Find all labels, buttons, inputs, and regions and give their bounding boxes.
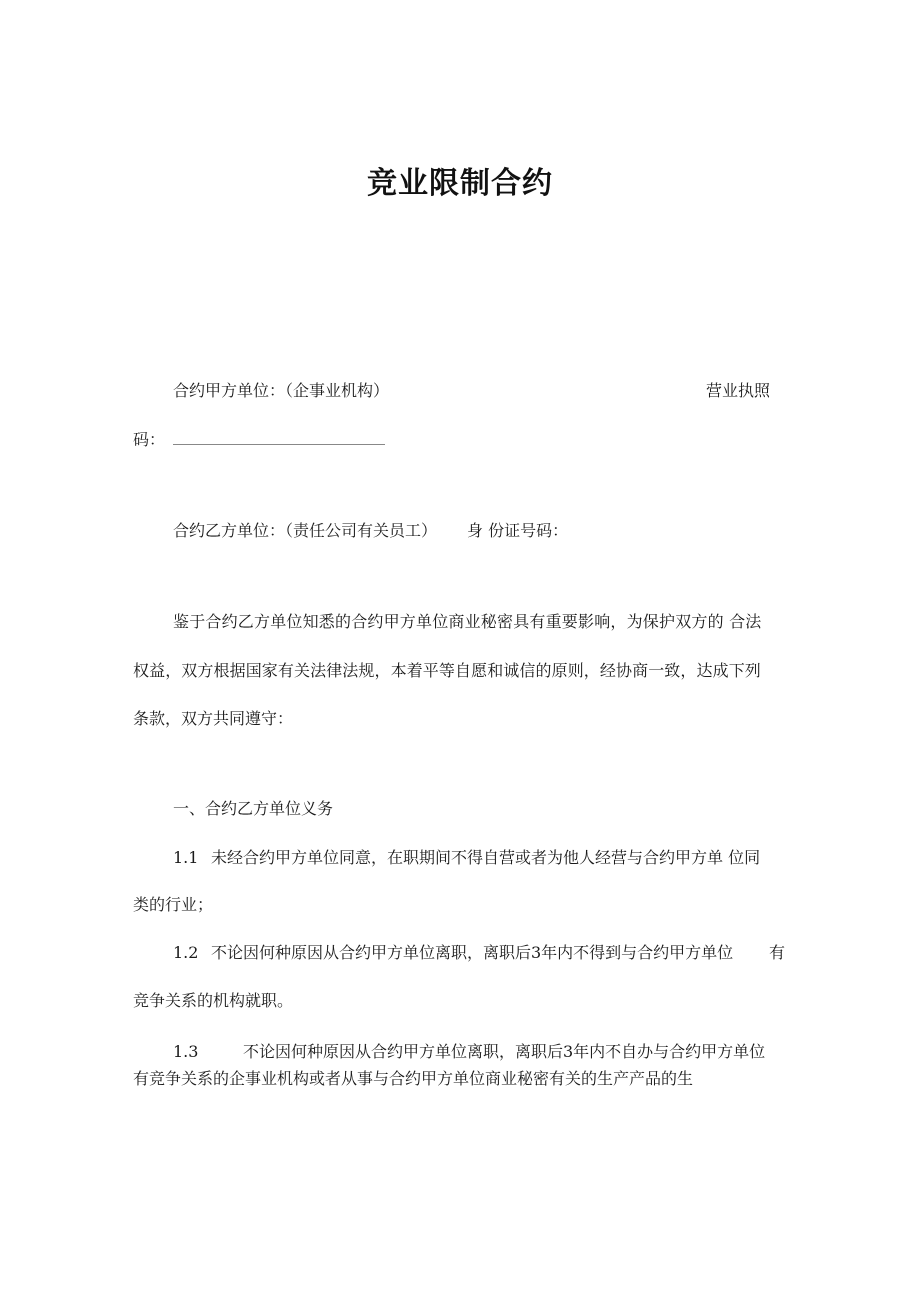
page-title: 竞业限制合约: [367, 166, 553, 201]
party-b-label: 合约乙方单位：（责任公司有关员工）: [173, 521, 438, 540]
preamble-line-2: 权益，双方根据国家有关法律法规，本着平等自愿和诚信的原则，经协商一致，达成下列: [133, 661, 761, 680]
license-label-part1: 营业执照: [706, 381, 771, 400]
id-number-label: 身 份证号码：: [467, 521, 569, 540]
clause-number: 1.3: [173, 1042, 199, 1061]
clause-1-2-line-2: 竞争关系的机构就职。: [133, 991, 294, 1010]
party-a-label: 合约甲方单位：（企事业机构）: [173, 381, 390, 400]
clause-1-1-line-1: 未经合约甲方单位同意，在职期间不得自营或者为他人经营与合约甲方单 位同: [211, 848, 761, 867]
clause-1-3-line-1: 不论因何种原因从合约甲方单位离职，离职后3年内不自办与合约甲方单位: [243, 1042, 766, 1061]
preamble-line-1: 鉴于合约乙方单位知悉的合约甲方单位商业秘密具有重要影响，为保护双方的 合法: [173, 612, 762, 631]
clause-number: 1.1: [173, 848, 199, 867]
clause-1-3-line-2: 有竞争关系的企事业机构或者从事与合约甲方单位商业秘密有关的生产产品的生: [133, 1069, 694, 1088]
license-number-row: [133, 430, 385, 450]
clause-1-2-line-1: 不论因何种原因从合约甲方单位离职，离职后3年内不得到与合约甲方单位: [211, 943, 734, 962]
preamble-line-3: 条款，双方共同遵守：: [133, 709, 294, 728]
license-number-blank: [173, 432, 385, 445]
clause-1-1-line-2: 类的行业；: [133, 895, 214, 914]
clause-number: 1.2: [173, 943, 199, 962]
license-label-part2: 码：: [133, 430, 166, 449]
clause-1-2-line-1-end: 有: [769, 943, 786, 962]
section-heading: 一、合约乙方单位义务: [173, 799, 334, 818]
